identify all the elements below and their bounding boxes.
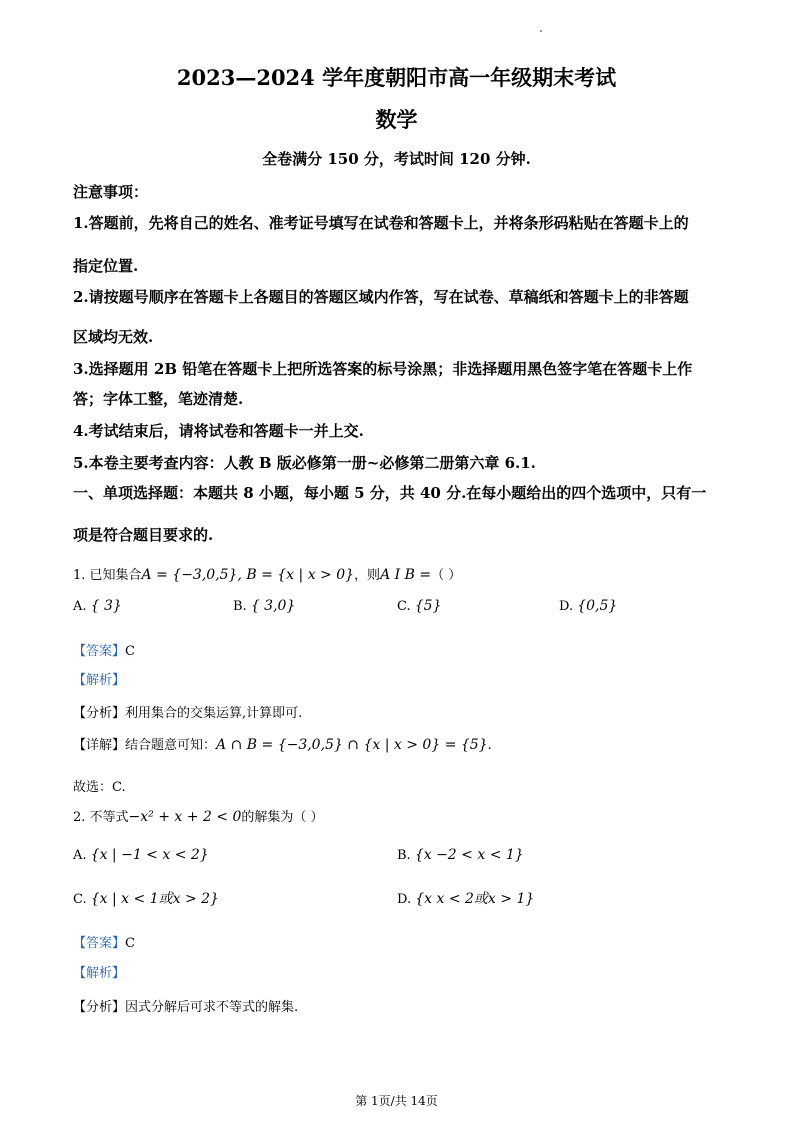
q1-answer: 【答案】C (73, 644, 135, 659)
q2-option-a: A. {x | −1 < x < 2} (73, 847, 209, 863)
q1-option-a: A. { 3} (73, 598, 122, 614)
q1-paren: （ ） (431, 568, 462, 583)
q1-xiangjie: 【详解】结合题意可知：A ∩ B = {−3,0,5} ∩ {x | x > 0} = {5}. (73, 737, 492, 753)
q2-inequality: −x² + x + 2 < 0 (128, 809, 242, 825)
q1-expr: A I B = (380, 567, 432, 583)
q1-analysis-tag: 【解析】 (73, 673, 126, 688)
question-1 (73, 564, 461, 583)
note-5: 5.本卷主要考查内容：人教 B 版必修第一册~必修第二册第六章 6.1. (73, 454, 536, 472)
note-2a: 2.请按题号顺序在答题卡上各题目的答题区域内作答，写在试卷、草稿纸和答题卡上的非答题 (73, 288, 689, 306)
note-1b: 指定位置. (73, 257, 139, 275)
q1-option-c: C. {5} (397, 598, 442, 614)
exam-title: 2023—2024 学年度朝阳市高一年级期末考试 (176, 65, 617, 90)
note-2b: 区域均无效. (73, 328, 154, 346)
question-2: 2. 不等式−x² + x + 2 < 0的解集为（ ） (73, 809, 324, 825)
q1-fenxi: 【分析】利用集合的交集运算,计算即可. (73, 706, 303, 721)
q1-solution-math: A ∩ B = {−3,0,5} ∩ {x | x > 0} = {5} (216, 737, 488, 753)
q2-answer: 【答案】C (73, 936, 135, 951)
q1-sets: A = {−3,0,5}, B = {x | x > 0} (141, 567, 355, 583)
note-1a: 1.答题前，先将自己的姓名、准考证号填写在试卷和答题卡上，并将条形码粘贴在答题卡上的 (73, 214, 689, 232)
q1-lead: 1. 已知集合 (73, 568, 142, 583)
exam-info: 全卷满分 150 分，考试时间 120 分钟. (262, 150, 531, 168)
q2-option-b: B. {x −2 < x < 1} (397, 847, 524, 863)
q1-then: ，则 (354, 568, 381, 583)
q1-option-b: B. { 3,0} (233, 598, 296, 614)
exam-subject: 数学 (375, 107, 418, 132)
notes-heading: 注意事项： (73, 183, 149, 201)
note-3b: 答；字体工整，笔迹清楚. (73, 390, 244, 408)
q2-option-c: C. {x | x < 1或x > 2} (73, 891, 219, 907)
note-4: 4.考试结束后，请将试卷和答题卡一并上交. (73, 422, 364, 440)
scan-dot (540, 30, 542, 32)
section-1-line-b: 项是符合题目要求的. (73, 526, 214, 544)
q2-analysis-tag: 【解析】 (73, 966, 126, 981)
page-footer: 第 1页/共 14页 (355, 1094, 438, 1108)
note-3a: 3.选择题用 2B 铅笔在答题卡上把所选答案的标号涂黑；非选择题用黑色签字笔在答题卡上作 (73, 360, 693, 378)
answer-tag: 【答案】 (73, 644, 126, 659)
section-1-line-a: 一、单项选择题：本题共 8 小题，每小题 5 分，共 40 分.在每小题给出的四个选项中，只有一 (73, 484, 707, 502)
q2-option-d: D. {x x < 2或x > 1} (397, 891, 535, 907)
q1-conclusion: 故选：C. (73, 780, 126, 795)
q1-option-d: D. {0,5} (559, 598, 618, 614)
q2-fenxi: 【分析】因式分解后可求不等式的解集. (73, 1000, 299, 1015)
